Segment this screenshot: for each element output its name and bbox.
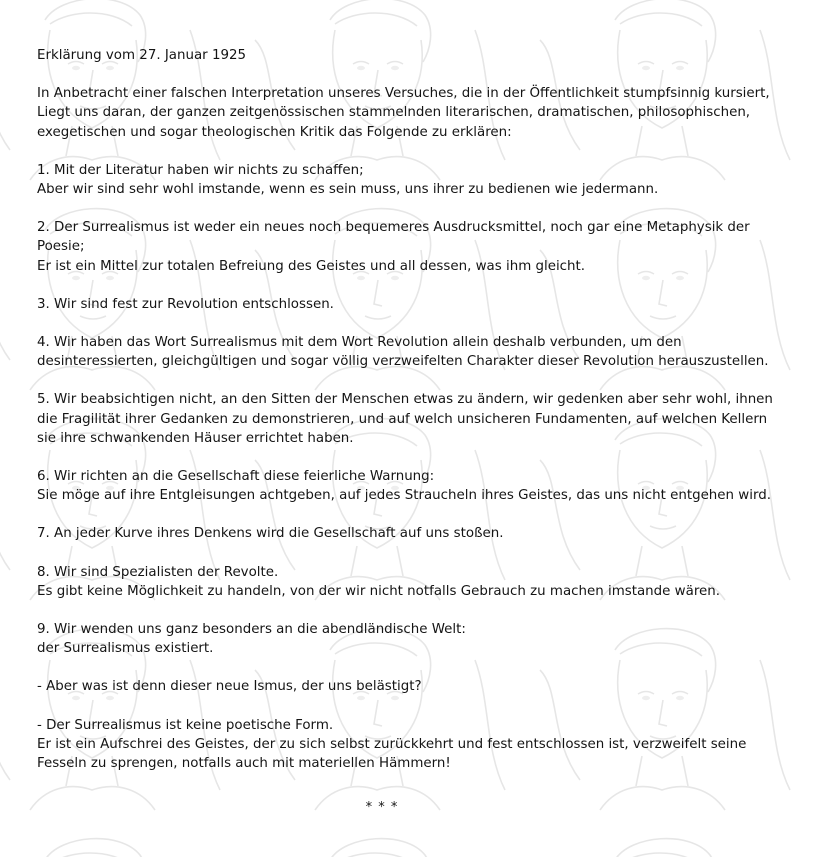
question-line: - Aber was ist denn dieser neue Ismus, der uns belästigt? bbox=[37, 679, 422, 695]
point-7: 7. An jeder Kurve ihres Denkens wird die Gesellschaft auf uns stoßen. bbox=[37, 526, 504, 542]
point-8: 8. Wir sind Spezialisten der Revolte. Es gibt keine Möglichkeit zu handeln, von der wir nicht notfalls Gebrauch zu machen imstande wären. bbox=[37, 564, 721, 599]
answer-paragraph: - Der Surrealismus ist keine poetische Form. Er ist ein Aufschrei des Geistes, der zu sich selbst zurückkehrt und fest entschlossen ist, verzweifelt seine Fesseln zu sprengen, notfalls auch mit materiellen Hämmern! bbox=[37, 717, 747, 772]
point-5: 5. Wir beabsichtigen nicht, an den Sitten der Menschen etwas zu ändern, wir gedenken aber sehr wohl, ihnen die Fragilität ihrer Gedanken zu demonstrieren, und auf welch unsicheren Fundamenten, auf welchen Kellern sie ihre schwankenden Häuser errichtet haben. bbox=[37, 392, 773, 446]
point-9: 9. Wir wenden uns ganz besonders an die abendländische Welt: der Surrealismus existiert. bbox=[37, 622, 466, 657]
intro-paragraph: In Anbetracht einer falschen Interpretation unseres Versuches, die in der Öffentlichkeit stumpfsinnig kursiert, Liegt uns daran, der ganzen zeitgenössischen stammelnden literarischen, dramatischen, philosophischen, exegetischen und sogar theologischen Kritik das Folgende zu erklären: bbox=[37, 86, 770, 140]
point-4: 4. Wir haben das Wort Surrealismus mit dem Wort Revolution allein deshalb verbunden, um den desinteressierten, gleichgültigen und sogar völlig verzweifelten Charakter dieser Revolution herauszustellen. bbox=[37, 335, 769, 370]
document-title: Erklärung vom 27. Januar 1925 bbox=[37, 48, 247, 63]
point-3: 3. Wir sind fest zur Revolution entschlossen. bbox=[37, 296, 334, 312]
section-divider-asterisks: * * * bbox=[365, 800, 399, 815]
point-2: 2. Der Surrealismus ist weder ein neues noch bequemeres Ausdrucksmittel, noch gar eine Metaphysik der Poesie; Er ist ein Mittel zur totalen Befreiung des Geistes und all dessen, was ihm gleicht. bbox=[37, 220, 750, 274]
point-1: 1. Mit der Literatur haben wir nichts zu schaffen; Aber wir sind sehr wohl imstande, wenn es sein muss, uns ihrer zu bedienen wie jedermann. bbox=[37, 162, 659, 198]
point-6: 6. Wir richten an die Gesellschaft diese feierliche Warnung: Sie möge auf ihre Entgleisungen achtgeben, auf jedes Straucheln ihres Geistes, das uns nicht entgehen wird. bbox=[37, 469, 771, 504]
